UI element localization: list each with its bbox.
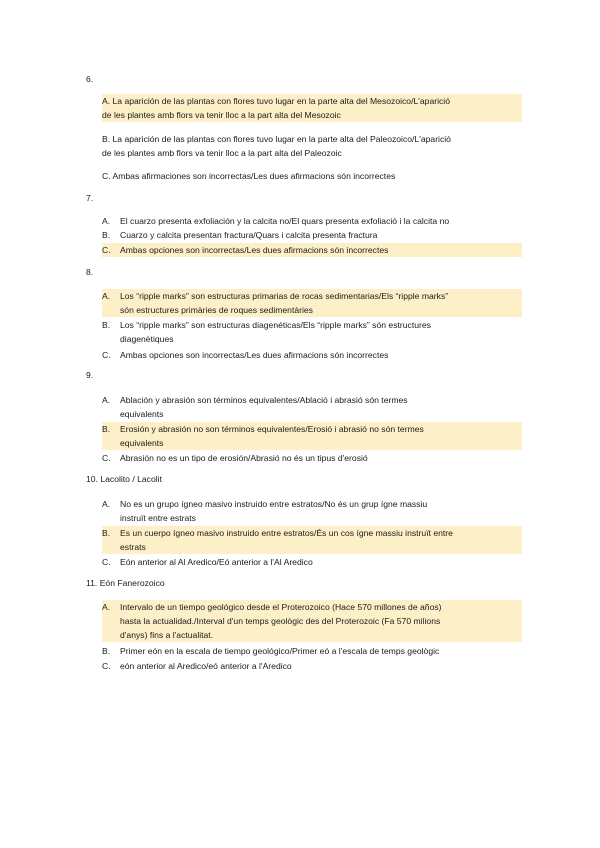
- option-text-line: estrats: [120, 542, 146, 552]
- option-text-line: Primer eón en la escala de tiempo geológico/Primer eó a l'escala de temps geològic: [120, 646, 440, 656]
- option-letter: B.: [102, 646, 111, 656]
- answer-option-highlighted: [102, 94, 522, 122]
- option-text-line: El cuarzo presenta exfoliación y la calcita no/El quars presenta exfoliació i la calcita no: [120, 216, 450, 226]
- option-letter: C.: [102, 245, 111, 255]
- option-text-line: Erosión y abrasión no son términos equivalentes/Erosió i abrasió no són termes: [120, 424, 424, 434]
- answer-option: [102, 393, 522, 421]
- option-text-line: instruït entre estrats: [120, 513, 196, 523]
- option-letter: A.: [102, 395, 111, 405]
- option-letter: A.: [102, 216, 111, 226]
- answer-option-highlighted: [102, 289, 522, 317]
- option-text-line: diagenètiques: [120, 334, 174, 344]
- option-text-line: Abrasión no es un tipo de erosión/Abrasió no és un tipus d'erosió: [120, 453, 368, 463]
- option-letter: A.: [102, 602, 111, 612]
- option-text-line: Es un cuerpo ígneo masivo instruido entre estratos/És un cos ígne massiu instruït entre: [120, 528, 453, 538]
- question-number: 6.: [86, 74, 94, 84]
- answer-option: [102, 214, 522, 228]
- answer-option: [102, 348, 522, 362]
- option-text-line: d'anys) fins a l'actualitat.: [120, 630, 214, 640]
- answer-option-highlighted: [102, 526, 522, 554]
- question-number: 8.: [86, 267, 94, 277]
- option-letter: B.: [102, 230, 111, 240]
- answer-option: [102, 169, 522, 183]
- option-letter: C.: [102, 453, 111, 463]
- option-text-line: equivalents: [120, 409, 164, 419]
- option-letter: C.: [102, 661, 111, 671]
- answer-option-highlighted: [102, 243, 522, 257]
- answer-option: [102, 555, 522, 569]
- option-text-line: Los “ripple marks” son estructuras diagenéticas/Els “ripple marks” són estructures: [120, 320, 431, 330]
- option-text-line: de les plantes amb flors va tenir lloc a la part alta del Paleozoic: [102, 148, 342, 158]
- answer-option-highlighted: [102, 422, 522, 450]
- question-number: 9.: [86, 370, 94, 380]
- option-text-line: C. Ambas afirmaciones son incorrectas/Les dues afirmacions són incorrectes: [102, 171, 396, 181]
- answer-option: [102, 497, 522, 525]
- question-number: 7.: [86, 193, 94, 203]
- option-text-line: A. La aparición de las plantas con flores tuvo lugar en la parte alta del Mesozoico/L'aparició: [102, 96, 450, 106]
- option-letter: C.: [102, 350, 111, 360]
- option-text-line: Ambas opciones son incorrectas/Les dues afirmacions són incorrectes: [120, 245, 389, 255]
- answer-option: [102, 659, 522, 673]
- option-text-line: Ambas opciones son incorrectas/Les dues afirmacions són incorrectes: [120, 350, 389, 360]
- option-letter: A.: [102, 499, 111, 509]
- option-text-line: eón anterior al Aredico/eó anterior a l'Aredico: [120, 661, 292, 671]
- option-text-line: No es un grupo ígneo masivo instruido entre estratos/No és un grup ígne massiu: [120, 499, 428, 509]
- option-letter: B.: [102, 424, 111, 434]
- option-letter: B.: [102, 320, 111, 330]
- option-text-line: Cuarzo y calcita presentan fractura/Quars i calcita presenta fractura: [120, 230, 378, 240]
- option-text-line: hasta la actualidad./Interval d'un temps geològic des del Proterozoic (Fa 570 milions: [120, 616, 441, 626]
- question-title: 11. Eón Fanerozoico: [86, 578, 165, 588]
- option-text-line: Intervalo de un tiempo geológico desde el Proterozoico (Hace 570 millones de años): [120, 602, 442, 612]
- option-text-line: Ablación y abrasión son términos equivalentes/Ablació i abrasió són termes: [120, 395, 408, 405]
- answer-option-highlighted: [102, 600, 522, 642]
- option-text-line: són estructures primàries de roques sedimentàries: [120, 305, 313, 315]
- answer-option: [102, 644, 522, 658]
- option-letter: B.: [102, 528, 111, 538]
- answer-option: [102, 451, 522, 465]
- option-text-line: Los “ripple marks” son estructuras primarias de rocas sedimentarias/Els “ripple marks”: [120, 291, 449, 301]
- option-text-line: de les plantes amb flors va tenir lloc a la part alta del Mesozoic: [102, 110, 341, 120]
- answer-option: [102, 318, 522, 346]
- answer-option: [102, 132, 522, 160]
- option-letter: C.: [102, 557, 111, 567]
- option-text-line: B. La aparición de las plantas con flores tuvo lugar en la parte alta del Paleozoico/L'aparició: [102, 134, 451, 144]
- option-letter: A.: [102, 291, 111, 301]
- option-text-line: Eón anterior al Al Aredico/Eó anterior a l'Al Aredico: [120, 557, 313, 567]
- answer-option: [102, 228, 522, 242]
- question-title: 10. Lacolito / Lacolit: [86, 474, 162, 484]
- option-text-line: equivalents: [120, 438, 164, 448]
